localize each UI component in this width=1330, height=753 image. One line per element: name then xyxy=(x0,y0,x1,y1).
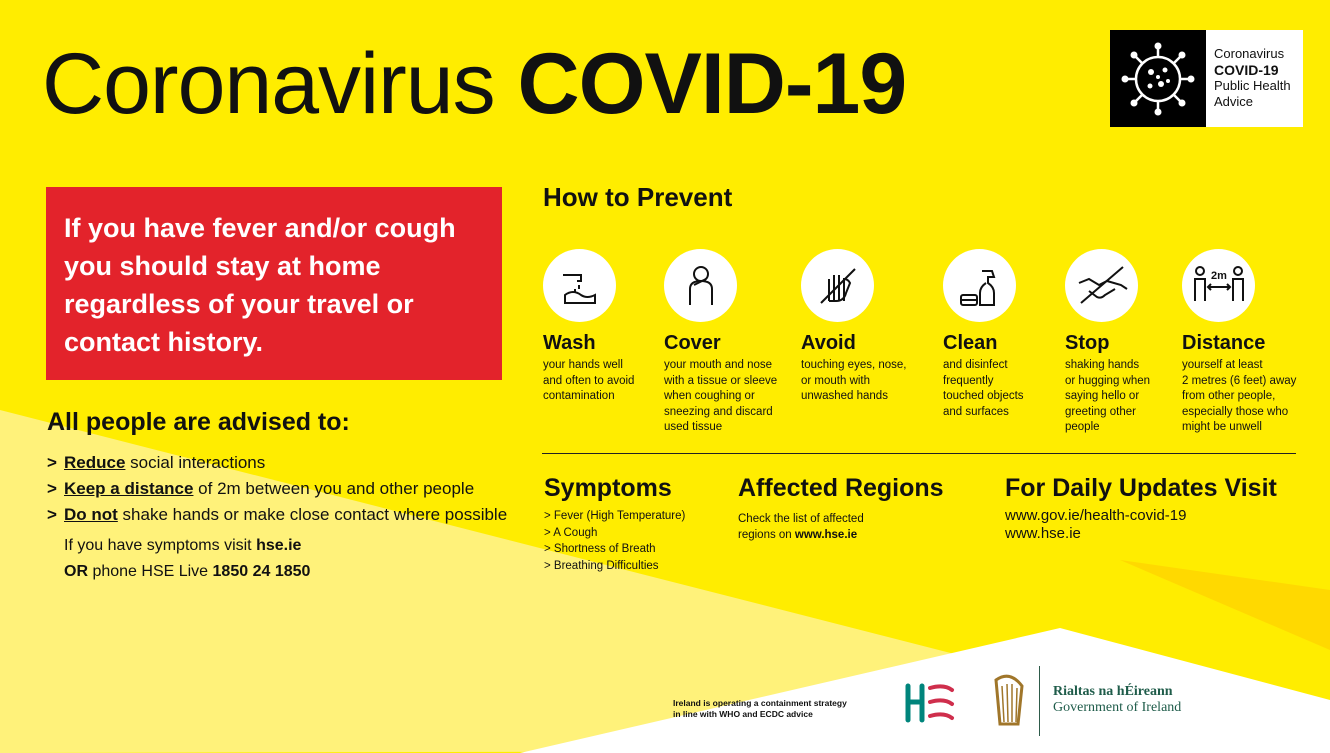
prevent-item-cover xyxy=(664,249,777,436)
desc-line: touching eyes, nose, xyxy=(801,359,907,371)
or-text: OR xyxy=(64,563,88,580)
desc-line: 2 metres (6 feet) away xyxy=(1182,374,1297,387)
desc-line: and often to avoid xyxy=(543,374,635,387)
prevent-desc xyxy=(664,358,777,436)
gov-line-irish: Rialtas na hÉireann xyxy=(1053,684,1173,699)
desc-line: used tissue xyxy=(664,421,723,433)
desc-line: especially those who xyxy=(1182,405,1289,418)
desc-line: unwashed hands xyxy=(801,390,888,402)
prevent-desc xyxy=(1065,358,1150,436)
prevent-item-wash xyxy=(543,249,634,405)
prevent-desc xyxy=(543,358,634,405)
desc-line: or hugging when xyxy=(1065,374,1151,387)
advice-title: All people are advised to: xyxy=(47,408,350,436)
prevent-desc xyxy=(801,358,907,405)
prevent-label: Avoid xyxy=(801,332,856,354)
symptoms-list xyxy=(544,508,685,574)
distance-2m-label: 2m xyxy=(1210,269,1227,282)
badge-line4: Advice xyxy=(1214,94,1254,109)
gov-divider xyxy=(1039,666,1040,736)
section-divider xyxy=(542,453,1296,454)
hse-link[interactable]: www.hse.ie xyxy=(1005,525,1081,542)
spray-bottle-icon xyxy=(943,249,1016,322)
regions-hse-link[interactable]: www.hse.ie xyxy=(794,529,858,541)
advice-item xyxy=(47,502,507,528)
regions-text xyxy=(738,511,864,543)
regions-line-2 xyxy=(738,527,864,543)
contact-info xyxy=(64,533,310,585)
advice-rest: social interactions xyxy=(125,453,266,472)
advice-list xyxy=(47,450,507,528)
desc-line: or mouth with xyxy=(801,374,871,387)
harp-emblem-icon xyxy=(988,672,1030,730)
distance-2m-icon xyxy=(1182,249,1255,322)
virus-icon xyxy=(1110,30,1206,127)
alert-line: regardless of your travel or xyxy=(64,289,414,319)
hse-link[interactable]: hse.ie xyxy=(256,537,302,554)
desc-line: frequently xyxy=(943,374,994,387)
regions-line-1: Check the list of affected xyxy=(738,513,864,525)
hse-logo xyxy=(902,680,962,726)
prevent-desc xyxy=(1182,358,1296,436)
headline-coronavirus: Coronavirus xyxy=(42,36,495,132)
government-of-ireland-logo xyxy=(1053,684,1181,716)
arrow-icon: > xyxy=(47,505,57,524)
arrow-icon: > xyxy=(47,453,57,472)
desc-line: when coughing or xyxy=(664,390,755,402)
hse-live-phone[interactable]: 1850 24 1850 xyxy=(212,563,311,580)
prevent-item-stop xyxy=(1065,249,1150,436)
note-line: in line with WHO and ECDC advice xyxy=(673,709,813,719)
arrow-icon: > xyxy=(47,479,57,498)
advice-key: Keep a distance xyxy=(64,479,194,498)
no-touch-face-icon xyxy=(801,249,874,322)
symptoms-title: Symptoms xyxy=(544,474,672,502)
no-handshake-icon xyxy=(1065,249,1138,322)
symptom-item: > Fever (High Temperature) xyxy=(544,510,686,522)
alert-line: If you have fever and/or cough xyxy=(64,213,456,243)
desc-line: and surfaces xyxy=(943,405,1009,418)
badge-line1: Coronavirus xyxy=(1214,46,1285,61)
prevent-label: Clean xyxy=(943,332,998,354)
stay-home-alert xyxy=(46,187,502,380)
contact-line-2 xyxy=(64,559,310,585)
desc-line: your mouth and nose xyxy=(664,359,773,371)
advice-item xyxy=(47,476,507,502)
updates-links xyxy=(1005,507,1186,543)
prevent-item-distance xyxy=(1182,249,1296,436)
badge-text xyxy=(1206,30,1291,127)
symptom-item: > A Cough xyxy=(544,526,598,539)
desc-line: your hands well xyxy=(543,359,623,371)
prevent-label: Cover xyxy=(664,332,721,354)
desc-line: shaking hands xyxy=(1065,359,1140,371)
badge-line3: Public Health xyxy=(1214,78,1291,93)
regions-title: Affected Regions xyxy=(738,474,944,502)
desc-line: saying hello or xyxy=(1065,390,1140,402)
updates-title: For Daily Updates Visit xyxy=(1005,474,1277,502)
desc-line: touched objects xyxy=(943,390,1024,402)
prevent-label: Stop xyxy=(1065,332,1110,354)
containment-note xyxy=(673,698,847,720)
desc-line: from other people, xyxy=(1182,390,1276,402)
gov-health-link[interactable]: www.gov.ie/health-covid-19 xyxy=(1005,507,1187,524)
desc-line: contamination xyxy=(543,390,615,402)
badge-line2: COVID-19 xyxy=(1214,62,1279,78)
prevent-desc xyxy=(943,358,1024,420)
desc-line: and disinfect xyxy=(943,359,1008,371)
alert-line: contact history. xyxy=(64,327,264,357)
prevent-label: Distance xyxy=(1182,332,1266,354)
prevent-item-avoid xyxy=(801,249,907,405)
symptom-item: > Breathing Difficulties xyxy=(544,559,659,572)
regions-line-text: regions on xyxy=(738,529,795,541)
page-headline xyxy=(42,36,906,132)
desc-line: greeting other xyxy=(1065,405,1136,418)
prevent-label: Wash xyxy=(543,332,596,354)
cough-elbow-icon xyxy=(664,249,737,322)
desc-line: might be unwell xyxy=(1182,421,1262,433)
advice-rest: of 2m between you and other people xyxy=(193,479,475,498)
note-line: Ireland is operating a containment strategy xyxy=(673,698,847,708)
contact-line-1 xyxy=(64,533,310,559)
desc-line: yourself at least xyxy=(1182,359,1263,371)
advice-key: Reduce xyxy=(64,453,126,472)
symptom-item: > Shortness of Breath xyxy=(544,543,656,555)
hand-washing-icon xyxy=(543,249,616,322)
headline-covid: COVID-19 xyxy=(517,36,907,132)
desc-line: sneezing and discard xyxy=(664,405,773,418)
advice-key: Do not xyxy=(64,505,118,524)
prevent-item-clean xyxy=(943,249,1024,420)
prevent-title: How to Prevent xyxy=(543,182,733,212)
alert-line: you should stay at home xyxy=(64,251,381,281)
contact-text: If you have symptoms visit xyxy=(64,537,257,554)
advice-rest: shake hands or make close contact where possible xyxy=(117,505,508,524)
desc-line: with a tissue or sleeve xyxy=(664,374,778,387)
advice-item xyxy=(47,450,507,476)
gov-line-english: Government of Ireland xyxy=(1053,700,1182,715)
public-health-badge xyxy=(1110,30,1303,127)
contact-text: phone HSE Live xyxy=(88,563,213,580)
desc-line: people xyxy=(1065,421,1100,433)
